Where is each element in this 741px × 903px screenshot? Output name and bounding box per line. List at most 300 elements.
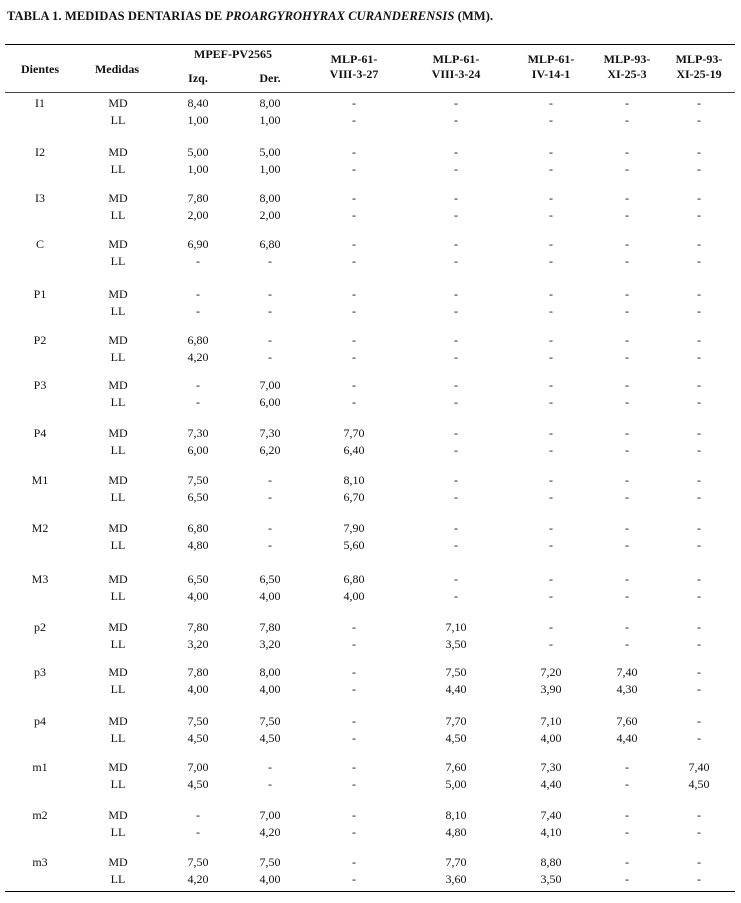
value-cell: -	[625, 287, 629, 301]
measure-label-md: MD	[108, 378, 128, 392]
table-row	[0, 807, 741, 841]
value-cell: -	[625, 521, 629, 535]
value-cell: -	[697, 426, 701, 440]
measure-label-md: MD	[108, 473, 128, 487]
value-cell: 7,00	[259, 378, 281, 392]
value-cell: 4,20	[187, 350, 209, 364]
value-cell: -	[625, 760, 629, 774]
tooth-label: m1	[32, 760, 48, 774]
value-cell: 7,00	[187, 760, 209, 774]
value-cell: 6,00	[259, 395, 281, 409]
value-cell: 4,20	[187, 872, 209, 886]
value-cell: 7,70	[343, 426, 365, 440]
value-cell: 7,70	[445, 714, 467, 728]
value-cell: -	[352, 620, 356, 634]
value-cell: -	[352, 333, 356, 347]
value-cell: 7,50	[187, 855, 209, 869]
value-cell: -	[352, 113, 356, 127]
value-cell: 7,30	[187, 426, 209, 440]
value-cell: -	[454, 395, 458, 409]
value-cell: -	[625, 237, 629, 251]
value-cell: -	[454, 572, 458, 586]
value-cell: 8,00	[259, 96, 281, 110]
table-row	[0, 144, 741, 178]
value-cell: -	[697, 589, 701, 603]
measure-label-ll: LL	[110, 682, 126, 696]
value-cell: -	[697, 162, 701, 176]
value-cell: -	[352, 145, 356, 159]
value-cell: 2,00	[187, 208, 209, 222]
value-cell: -	[697, 96, 701, 110]
value-cell: -	[625, 304, 629, 318]
value-cell: 4,00	[343, 589, 365, 603]
value-cell: -	[454, 333, 458, 347]
tooth-label: C	[35, 237, 44, 251]
value-cell: -	[697, 395, 701, 409]
tooth-label: p2	[34, 620, 46, 634]
header-specimen-line1: MLP-61-	[432, 52, 480, 66]
value-cell: -	[697, 208, 701, 222]
value-cell: -	[697, 665, 701, 679]
value-cell: 8,10	[343, 473, 365, 487]
value-cell: -	[697, 113, 701, 127]
value-cell: -	[549, 113, 553, 127]
value-cell: -	[268, 287, 272, 301]
table-row	[0, 759, 741, 793]
value-cell: -	[697, 538, 701, 552]
value-cell: 7,30	[540, 760, 562, 774]
table-row	[0, 425, 741, 459]
caption-species: PROARGYROHYRAX CURANDERENSIS	[225, 9, 455, 23]
value-cell: 4,50	[445, 731, 467, 745]
value-cell: -	[549, 473, 553, 487]
measure-label-ll: LL	[110, 637, 126, 651]
value-cell: 3,20	[187, 637, 209, 651]
value-cell: 1,00	[187, 162, 209, 176]
value-cell: 7,80	[187, 665, 209, 679]
value-cell: -	[625, 490, 629, 504]
measure-label-ll: LL	[110, 777, 126, 791]
value-cell: -	[454, 254, 458, 268]
value-cell: -	[268, 304, 272, 318]
tooth-label: m2	[32, 808, 48, 822]
value-cell: 6,70	[343, 490, 365, 504]
measure-label-ll: LL	[110, 162, 126, 176]
caption-suffix: (MM).	[454, 9, 494, 23]
value-cell: -	[549, 96, 553, 110]
tooth-label: M3	[31, 572, 49, 586]
table-row	[0, 472, 741, 506]
value-cell: 4,30	[616, 682, 638, 696]
value-cell: 7,50	[187, 714, 209, 728]
value-cell: -	[454, 538, 458, 552]
value-cell: -	[454, 208, 458, 222]
value-cell: -	[549, 145, 553, 159]
value-cell: -	[352, 872, 356, 886]
measure-label-md: MD	[108, 760, 128, 774]
value-cell: 7,10	[445, 620, 467, 634]
value-cell: 3,50	[540, 872, 562, 886]
value-cell: -	[625, 350, 629, 364]
value-cell: -	[549, 589, 553, 603]
value-cell: -	[625, 538, 629, 552]
value-cell: -	[625, 589, 629, 603]
value-cell: 5,60	[343, 538, 365, 552]
table-row	[0, 571, 741, 605]
value-cell: -	[454, 378, 458, 392]
value-cell: 6,80	[343, 572, 365, 586]
measure-label-md: MD	[108, 287, 128, 301]
value-cell: 4,50	[259, 731, 281, 745]
header-group-mpef: MPEF-PV2565	[194, 47, 272, 61]
measure-label-ll: LL	[110, 731, 126, 745]
value-cell: -	[549, 287, 553, 301]
value-cell: -	[697, 237, 701, 251]
value-cell: -	[549, 333, 553, 347]
value-cell: -	[625, 637, 629, 651]
value-cell: -	[352, 162, 356, 176]
value-cell: 7,90	[343, 521, 365, 535]
value-cell: 8,40	[187, 96, 209, 110]
value-cell: 1,00	[259, 113, 281, 127]
value-cell: -	[625, 395, 629, 409]
value-cell: -	[454, 443, 458, 457]
value-cell: -	[549, 162, 553, 176]
value-cell: -	[625, 620, 629, 634]
value-cell: -	[196, 378, 200, 392]
value-cell: -	[268, 254, 272, 268]
value-cell: -	[454, 473, 458, 487]
value-cell: 7,60	[616, 714, 638, 728]
value-cell: 1,00	[187, 113, 209, 127]
value-cell: 1,00	[259, 162, 281, 176]
value-cell: -	[454, 96, 458, 110]
table-row	[0, 236, 741, 270]
value-cell: -	[697, 714, 701, 728]
measure-label-md: MD	[108, 426, 128, 440]
value-cell: 4,80	[187, 538, 209, 552]
value-cell: -	[549, 521, 553, 535]
measure-label-md: MD	[108, 714, 128, 728]
measure-label-md: MD	[108, 521, 128, 535]
header-specimen-line2: XI-25-3	[607, 67, 647, 81]
value-cell: 6,00	[187, 443, 209, 457]
value-cell: -	[697, 191, 701, 205]
value-cell: -	[352, 208, 356, 222]
value-cell: 7,40	[540, 808, 562, 822]
value-cell: 4,50	[187, 777, 209, 791]
value-cell: -	[352, 287, 356, 301]
measure-label-ll: LL	[110, 254, 126, 268]
measure-label-ll: LL	[110, 872, 126, 886]
tooth-label: I2	[35, 145, 45, 159]
value-cell: 7,20	[540, 665, 562, 679]
table-row	[0, 190, 741, 224]
value-cell: -	[625, 96, 629, 110]
value-cell: -	[196, 808, 200, 822]
measure-label-ll: LL	[110, 589, 126, 603]
value-cell: -	[625, 145, 629, 159]
value-cell: 4,00	[259, 682, 281, 696]
value-cell: -	[549, 637, 553, 651]
value-cell: -	[549, 350, 553, 364]
value-cell: -	[268, 777, 272, 791]
value-cell: 4,50	[187, 731, 209, 745]
value-cell: -	[697, 825, 701, 839]
value-cell: 3,60	[445, 872, 467, 886]
value-cell: -	[697, 620, 701, 634]
table-row	[0, 95, 741, 129]
measure-label-ll: LL	[110, 443, 126, 457]
value-cell: -	[352, 304, 356, 318]
value-cell: -	[268, 473, 272, 487]
tooth-label: P2	[33, 333, 47, 347]
value-cell: -	[196, 395, 200, 409]
measure-label-ll: LL	[110, 208, 126, 222]
value-cell: -	[549, 208, 553, 222]
value-cell: -	[196, 304, 200, 318]
value-cell: -	[268, 538, 272, 552]
value-cell: -	[625, 473, 629, 487]
header-specimen-line1: MLP-93-	[603, 52, 651, 66]
value-cell: -	[352, 350, 356, 364]
value-cell: 6,80	[187, 333, 209, 347]
value-cell: -	[454, 237, 458, 251]
tooth-label: I1	[35, 96, 45, 110]
value-cell: 7,30	[259, 426, 281, 440]
header-der: Der.	[259, 71, 281, 85]
table-row	[0, 713, 741, 747]
value-cell: 4,00	[259, 872, 281, 886]
value-cell: -	[697, 287, 701, 301]
value-cell: -	[625, 208, 629, 222]
value-cell: -	[352, 731, 356, 745]
value-cell: -	[549, 572, 553, 586]
value-cell: -	[625, 162, 629, 176]
value-cell: 7,50	[445, 665, 467, 679]
header-specimen-line2: VIII-3-27	[329, 67, 379, 81]
value-cell: -	[625, 777, 629, 791]
value-cell: 5,00	[187, 145, 209, 159]
value-cell: 7,80	[259, 620, 281, 634]
header-izq: Izq.	[188, 71, 208, 85]
value-cell: -	[352, 825, 356, 839]
table-row	[0, 520, 741, 554]
measure-label-ll: LL	[110, 490, 126, 504]
value-cell: 4,20	[259, 825, 281, 839]
header-specimen-line1: MLP-61-	[527, 52, 575, 66]
header-specimen-line2: IV-14-1	[531, 67, 571, 81]
value-cell: -	[697, 731, 701, 745]
value-cell: 8,80	[540, 855, 562, 869]
value-cell: -	[352, 665, 356, 679]
value-cell: -	[697, 145, 701, 159]
value-cell: 7,80	[187, 191, 209, 205]
tooth-label: I3	[35, 191, 45, 205]
value-cell: 5,00	[445, 777, 467, 791]
value-cell: 2,00	[259, 208, 281, 222]
measure-label-md: MD	[108, 333, 128, 347]
value-cell: -	[625, 333, 629, 347]
value-cell: -	[352, 714, 356, 728]
value-cell: -	[625, 191, 629, 205]
value-cell: -	[454, 145, 458, 159]
table-row	[0, 377, 741, 411]
value-cell: -	[454, 162, 458, 176]
value-cell: 3,20	[259, 637, 281, 651]
value-cell: -	[196, 254, 200, 268]
value-cell: -	[454, 350, 458, 364]
value-cell: 4,00	[540, 731, 562, 745]
table-row	[0, 332, 741, 366]
measure-label-md: MD	[108, 237, 128, 251]
value-cell: -	[549, 620, 553, 634]
value-cell: 3,90	[540, 682, 562, 696]
value-cell: 4,40	[616, 731, 638, 745]
value-cell: 7,40	[688, 760, 710, 774]
measure-label-ll: LL	[110, 304, 126, 318]
value-cell: -	[549, 237, 553, 251]
value-cell: -	[697, 808, 701, 822]
value-cell: -	[454, 521, 458, 535]
measure-label-md: MD	[108, 855, 128, 869]
measure-label-ll: LL	[110, 825, 126, 839]
value-cell: -	[352, 254, 356, 268]
value-cell: -	[352, 237, 356, 251]
value-cell: -	[352, 637, 356, 651]
measure-label-md: MD	[108, 191, 128, 205]
measure-label-ll: LL	[110, 113, 126, 127]
tooth-label: M2	[31, 521, 49, 535]
value-cell: -	[697, 637, 701, 651]
value-cell: -	[697, 572, 701, 586]
value-cell: 7,50	[259, 714, 281, 728]
value-cell: -	[625, 113, 629, 127]
measure-label-md: MD	[108, 808, 128, 822]
value-cell: 4,10	[540, 825, 562, 839]
measure-label-ll: LL	[110, 395, 126, 409]
header-specimen-line2: XI-25-19	[676, 67, 722, 81]
tooth-label: p3	[34, 665, 46, 679]
table-row	[0, 664, 741, 698]
value-cell: -	[352, 96, 356, 110]
value-cell: -	[196, 287, 200, 301]
tooth-label: P4	[33, 426, 47, 440]
value-cell: -	[697, 350, 701, 364]
header-specimen-line1: MLP-93-	[675, 52, 723, 66]
value-cell: 7,00	[259, 808, 281, 822]
value-cell: 7,50	[259, 855, 281, 869]
value-cell: 7,70	[445, 855, 467, 869]
value-cell: -	[625, 808, 629, 822]
value-cell: -	[549, 426, 553, 440]
tooth-label: m3	[32, 855, 48, 869]
measure-label-md: MD	[108, 145, 128, 159]
table-row	[0, 619, 741, 653]
value-cell: -	[549, 378, 553, 392]
value-cell: -	[352, 777, 356, 791]
value-cell: 6,40	[343, 443, 365, 457]
header-specimen-line1: MLP-61-	[330, 52, 378, 66]
value-cell: 5,00	[259, 145, 281, 159]
value-cell: -	[697, 521, 701, 535]
value-cell: -	[268, 760, 272, 774]
value-cell: -	[352, 378, 356, 392]
value-cell: 7,60	[445, 760, 467, 774]
value-cell: -	[352, 395, 356, 409]
caption-prefix: TABLA 1. MEDIDAS DENTARIAS DE	[7, 9, 226, 23]
value-cell: -	[352, 760, 356, 774]
value-cell: -	[454, 589, 458, 603]
value-cell: -	[625, 855, 629, 869]
value-cell: -	[268, 350, 272, 364]
table-bottom-rule	[5, 891, 735, 892]
value-cell: -	[268, 333, 272, 347]
table-caption	[7, 9, 493, 24]
value-cell: 7,50	[187, 473, 209, 487]
value-cell: -	[549, 490, 553, 504]
header-medidas: Medidas	[94, 62, 139, 76]
value-cell: -	[454, 113, 458, 127]
value-cell: -	[454, 287, 458, 301]
value-cell: -	[697, 304, 701, 318]
table-row	[0, 286, 741, 320]
value-cell: 4,40	[540, 777, 562, 791]
value-cell: 4,80	[445, 825, 467, 839]
value-cell: -	[549, 395, 553, 409]
value-cell: 8,10	[445, 808, 467, 822]
value-cell: 7,80	[187, 620, 209, 634]
value-cell: -	[625, 572, 629, 586]
value-cell: -	[454, 426, 458, 440]
value-cell: 7,10	[540, 714, 562, 728]
measure-label-md: MD	[108, 620, 128, 634]
value-cell: -	[549, 304, 553, 318]
value-cell: -	[697, 473, 701, 487]
value-cell: -	[697, 254, 701, 268]
tooth-label: P1	[33, 287, 47, 301]
value-cell: -	[697, 855, 701, 869]
value-cell: 8,00	[259, 665, 281, 679]
tooth-label: M1	[31, 473, 49, 487]
header-specimen-line2: VIII-3-24	[431, 67, 481, 81]
value-cell: -	[549, 538, 553, 552]
value-cell: -	[352, 808, 356, 822]
measure-label-md: MD	[108, 572, 128, 586]
table-top-rule	[5, 44, 735, 45]
value-cell: -	[697, 682, 701, 696]
value-cell: -	[625, 254, 629, 268]
value-cell: -	[268, 521, 272, 535]
value-cell: -	[549, 254, 553, 268]
value-cell: -	[625, 872, 629, 886]
header-bottom-rule	[5, 92, 735, 93]
measure-label-ll: LL	[110, 350, 126, 364]
value-cell: 3,50	[445, 637, 467, 651]
value-cell: -	[268, 490, 272, 504]
value-cell: -	[697, 333, 701, 347]
table-row	[0, 854, 741, 888]
value-cell: 6,80	[187, 521, 209, 535]
value-cell: -	[352, 191, 356, 205]
header-dientes: Dientes	[21, 62, 59, 76]
value-cell: -	[454, 490, 458, 504]
value-cell: 6,80	[259, 237, 281, 251]
value-cell: -	[352, 682, 356, 696]
value-cell: -	[625, 378, 629, 392]
value-cell: -	[697, 443, 701, 457]
value-cell: 6,20	[259, 443, 281, 457]
